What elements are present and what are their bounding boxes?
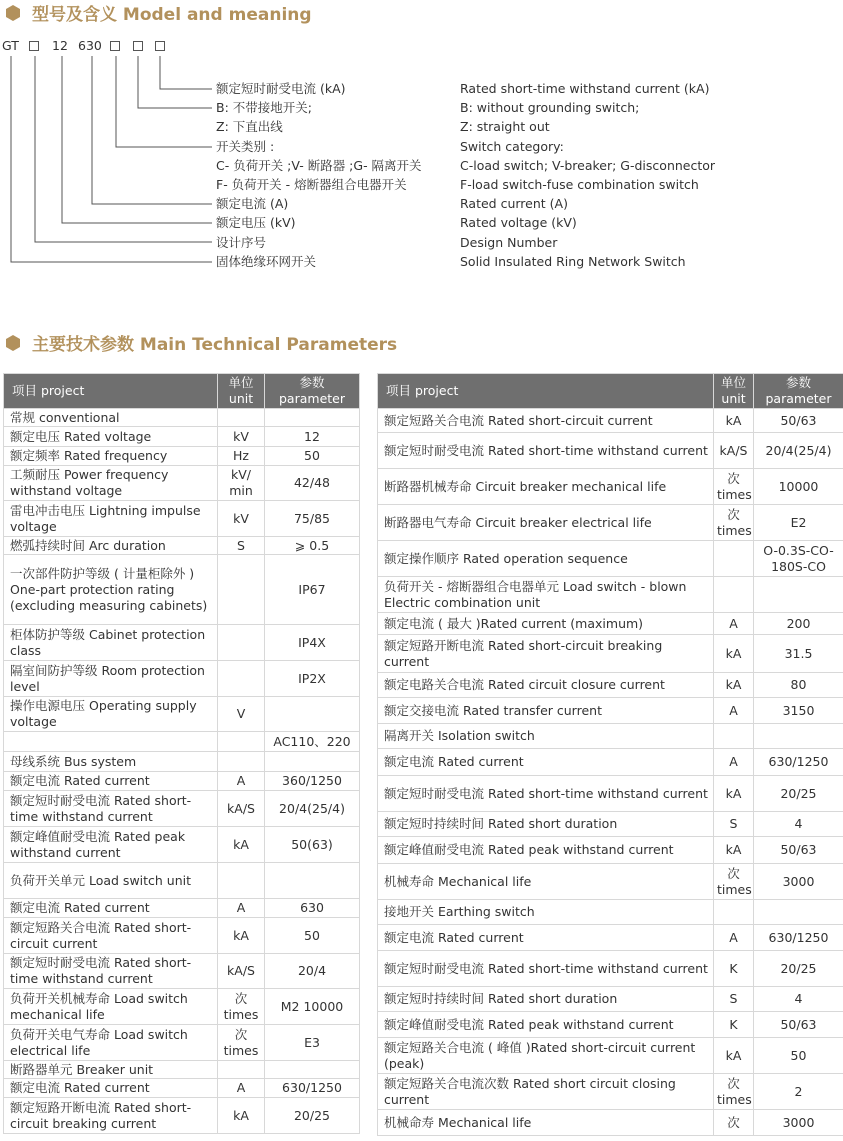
table-row [378,724,843,749]
cell-parameter: 2 [754,1074,843,1110]
cell-parameter: 50 [754,1038,843,1074]
cell-parameter: 20/25 [265,1098,360,1134]
meaning-en: Rated voltage (kV) [460,215,577,230]
cell-parameter: O-0.3S-CO-180S-CO [754,541,843,577]
meaning-zh: F- 负荷开关 - 熔断器组合电器开关 [216,177,407,192]
cell-project: 额定电流 Rated current [4,899,218,918]
cell-parameter [754,577,843,613]
cell-unit [218,863,265,899]
cell-parameter: IP4X [265,625,360,661]
cell-unit [714,724,754,749]
table-row [378,433,843,469]
cell-parameter: 4 [754,987,843,1012]
cell-unit: kA/S [714,433,754,469]
cell-project: 额定短时持续时间 Rated short duration [378,812,714,837]
cell-unit [714,900,754,925]
table-row [4,501,360,537]
cell-parameter: 50/63 [754,409,843,433]
cell-project: 隔离开关 Isolation switch [378,724,714,749]
cell-unit: A [714,698,754,724]
code-voltage: 12 [52,38,68,53]
cell-unit: 次 times [714,1074,754,1110]
cell-unit: kA/S [218,791,265,827]
meaning-en: Design Number [460,235,558,250]
table-row [378,1110,843,1136]
cell-parameter: 80 [754,673,843,698]
header-unit: 单位 unit [714,374,754,409]
meaning-en: Z: straight out [460,119,550,134]
cell-project: 负荷开关单元 Load switch unit [4,863,218,899]
cell-unit: 次 times [714,469,754,505]
cell-parameter: 20/25 [754,776,843,812]
cell-project: 雷电冲击电压 Lightning impulse voltage [4,501,218,537]
table-row [4,989,360,1025]
table-row [378,925,843,951]
cell-parameter [754,900,843,925]
cell-project [4,732,218,752]
table-row [378,1038,843,1074]
cell-project: 额定峰值耐受电流 Rated peak withstand current [378,837,714,864]
cell-project: 接地开关 Earthing switch [378,900,714,925]
cell-parameter: M2 10000 [265,989,360,1025]
cell-project: 额定电流 ( 最大 )Rated current (maximum) [378,613,714,635]
cell-parameter: 20/4(25/4) [754,433,843,469]
meaning-en: C-load switch; V-breaker; G-disconnector [460,158,716,173]
cell-unit [218,409,265,427]
cell-parameter: 20/25 [754,951,843,987]
cell-parameter: 630/1250 [754,749,843,776]
cell-unit [714,577,754,613]
cell-project: 额定电流 Rated current [4,772,218,791]
cell-project: 负荷开关机械寿命 Load switch mechanical life [4,989,218,1025]
cell-project: 额定短路关合电流 Rated short-circuit current [4,918,218,954]
cell-project: 额定电流 Rated current [378,749,714,776]
cell-unit: kA [714,635,754,673]
cell-parameter: 10000 [754,469,843,505]
cell-unit: kV/ min [218,466,265,501]
cell-parameter: 31.5 [754,635,843,673]
header-unit: 单位 unit [218,374,265,409]
table-row [4,863,360,899]
cell-project: 额定短路开断电流 Rated short-circuit breaking current [378,635,714,673]
table-row [4,1061,360,1079]
cell-unit: kA/S [218,954,265,989]
table-row [378,749,843,776]
cell-parameter: 75/85 [265,501,360,537]
cell-parameter: 3000 [754,864,843,900]
meaning-zh: 固体绝缘环网开关 [216,254,317,269]
cell-parameter: ⩾ 0.5 [265,537,360,555]
cell-parameter: AC110、220 [265,732,360,752]
cell-parameter: E2 [754,505,843,541]
meaning-en: Rated short-time withstand current (kA) [460,81,710,96]
cell-project: 额定峰值耐受电流 Rated peak withstand current [378,1012,714,1038]
cell-project: 断路器机械寿命 Circuit breaker mechanical life [378,469,714,505]
cell-unit: kV [218,501,265,537]
cell-project: 额定短时耐受电流 Rated short-time withstand current [4,791,218,827]
cell-parameter: 50 [265,918,360,954]
cell-parameter: 50/63 [754,1012,843,1038]
cell-project: 机械命寿 Mechanical life [378,1110,714,1136]
cell-unit [714,541,754,577]
cell-project: 额定短时耐受电流 Rated short-time withstand current [378,951,714,987]
table-row [378,698,843,724]
cell-project: 额定电路关合电流 Rated circuit closure current [378,673,714,698]
cell-project: 燃弧持续时间 Arc duration [4,537,218,555]
table-row [378,812,843,837]
cell-parameter: 20/4(25/4) [265,791,360,827]
table-row [378,469,843,505]
table-row [4,954,360,989]
cell-project: 操作电源电压 Operating supply voltage [4,697,218,732]
meaning-zh: B: 不带接地开关; [216,100,312,115]
table-row [4,661,360,697]
cell-parameter [754,724,843,749]
table-row [378,635,843,673]
table-row [4,555,360,625]
cell-parameter: E3 [265,1025,360,1061]
table-row [378,409,843,433]
cell-unit [218,661,265,697]
code-current: 630 [78,38,102,53]
cell-unit: kA [714,776,754,812]
cell-project: 额定短时耐受电流 Rated short-time withstand current [4,954,218,989]
cell-project: 额定峰值耐受电流 Rated peak withstand current [4,827,218,863]
table-row [4,625,360,661]
cell-parameter [265,752,360,772]
cell-project: 额定短路开断电流 Rated short-circuit breaking current [4,1098,218,1134]
cell-project: 额定短路关合电流次数 Rated short circuit closing current [378,1074,714,1110]
cell-unit: K [714,951,754,987]
cell-parameter: 12 [265,427,360,447]
cell-project: 工频耐压 Power frequency withstand voltage [4,466,218,501]
cell-parameter: IP67 [265,555,360,625]
cell-project: 常规 conventional [4,409,218,427]
cell-unit: S [218,537,265,555]
table-row [378,951,843,987]
table-row [378,837,843,864]
meaning-en: Rated current (A) [460,196,568,211]
cell-unit: A [218,899,265,918]
cell-unit: A [218,1079,265,1098]
cell-project: 额定电流 Rated current [378,925,714,951]
table-row [4,409,360,427]
params-table-left-body [4,409,360,1134]
meaning-en: F-load switch-fuse combination switch [460,177,699,192]
cell-parameter: 3150 [754,698,843,724]
cell-parameter: 630/1250 [754,925,843,951]
table-row [4,752,360,772]
meaning-en: Solid Insulated Ring Network Switch [460,254,686,269]
cell-project: 额定电流 Rated current [4,1079,218,1098]
params-table-left [3,373,360,1134]
cell-project: 母线系统 Bus system [4,752,218,772]
table-row [378,776,843,812]
table-row [4,447,360,466]
table-row [4,899,360,918]
cell-parameter: 3000 [754,1110,843,1136]
meaning-zh: 额定短时耐受电流 (kA) [216,81,346,96]
table-row [4,772,360,791]
cell-parameter: 200 [754,613,843,635]
cell-parameter: 630 [265,899,360,918]
cell-unit: kA [714,837,754,864]
table-row [378,864,843,900]
table-row [4,732,360,752]
cell-unit: kA [714,1038,754,1074]
cell-unit: 次 [714,1110,754,1136]
cell-project: 额定操作顺序 Rated operation sequence [378,541,714,577]
cell-parameter: 630/1250 [265,1079,360,1098]
meaning-zh: 额定电流 (A) [216,196,289,211]
cell-project: 额定短时耐受电流 Rated short-time withstand current [378,433,714,469]
table-row [378,1012,843,1038]
model-connector-lines [0,0,843,280]
params-table-right [377,373,843,1136]
table-row [378,987,843,1012]
cell-unit: kV [218,427,265,447]
cell-project: 机械寿命 Mechanical life [378,864,714,900]
meaning-en: Switch category: [460,139,564,154]
table-row [4,427,360,447]
cell-unit: V [218,697,265,732]
cell-unit: 次 times [714,864,754,900]
cell-unit [218,625,265,661]
cell-unit: 次 times [218,989,265,1025]
meaning-en: B: without grounding switch; [460,100,640,115]
cell-unit: kA [218,918,265,954]
cell-unit: kA [714,673,754,698]
cell-parameter: 50/63 [754,837,843,864]
cell-unit: A [218,772,265,791]
cell-unit [218,1061,265,1079]
cell-unit: A [714,749,754,776]
cell-parameter: IP2X [265,661,360,697]
table-row [4,697,360,732]
code-prefix: GT [2,38,19,53]
cell-project: 额定短时持续时间 Rated short duration [378,987,714,1012]
table-row [378,673,843,698]
cell-unit: 次 times [218,1025,265,1061]
cell-parameter: 20/4 [265,954,360,989]
table-row [378,1074,843,1110]
cell-project: 隔室间防护等级 Room protection level [4,661,218,697]
table-row [378,577,843,613]
cell-project: 额定频率 Rated frequency [4,447,218,466]
header-project: 项目 project [4,374,218,409]
cell-project: 额定短时耐受电流 Rated short-time withstand current [378,776,714,812]
cell-unit: A [714,613,754,635]
table-row [378,613,843,635]
params-section-title-text: 主要技术参数 Main Technical Parameters [32,335,398,355]
cell-parameter: 4 [754,812,843,837]
table-row [4,918,360,954]
cell-parameter: 42/48 [265,466,360,501]
cell-project: 断路器单元 Breaker unit [4,1061,218,1079]
meaning-zh: 开关类别 : [216,139,275,154]
cell-project: 额定交接电流 Rated transfer current [378,698,714,724]
cell-unit: K [714,1012,754,1038]
cell-unit: kA [218,1098,265,1134]
meaning-zh: 额定电压 (kV) [216,215,296,230]
cell-unit [218,555,265,625]
header-parameter: 参数 parameter [265,374,360,409]
cell-unit [218,752,265,772]
cell-project: 额定短路关合电流 Rated short-circuit current [378,409,714,433]
cell-project: 负荷开关电气寿命 Load switch electrical life [4,1025,218,1061]
cell-project: 断路器电气寿命 Circuit breaker electrical life [378,505,714,541]
cell-parameter [265,409,360,427]
table-row [4,1025,360,1061]
table-row [4,1079,360,1098]
cell-unit: A [714,925,754,951]
cell-parameter: 50 [265,447,360,466]
cell-parameter [265,1061,360,1079]
table-row [4,791,360,827]
table-row [4,537,360,555]
cell-unit: S [714,987,754,1012]
table-row [4,1098,360,1134]
cell-project: 柜体防护等级 Cabinet protection class [4,625,218,661]
header-project: 项目 project [378,374,714,409]
table-row [378,505,843,541]
meaning-zh: C- 负荷开关 ;V- 断路器 ;G- 隔离开关 [216,158,422,173]
cell-parameter [265,863,360,899]
cell-unit: 次 times [714,505,754,541]
cell-unit: Hz [218,447,265,466]
meaning-zh: 设计序号 [216,235,267,250]
cell-parameter: 50(63) [265,827,360,863]
table-row [378,541,843,577]
cell-unit: kA [218,827,265,863]
cell-project: 负荷开关 - 熔断器组合电器单元 Load switch - blown Electric combination unit [378,577,714,613]
header-parameter: 参数 parameter [754,374,843,409]
table-row [4,466,360,501]
cell-project: 额定短路关合电流 ( 峰值 )Rated short-circuit current (peak) [378,1038,714,1074]
cell-unit: S [714,812,754,837]
params-section-title [4,330,397,355]
params-table-right-body [378,409,843,1136]
table-row [4,827,360,863]
cell-project: 一次部件防护等级 ( 计量柜除外 ) One-part protection rating (excluding measuring cabinets) [4,555,218,625]
cell-unit: kA [714,409,754,433]
cell-parameter [265,697,360,732]
cell-project: 额定电压 Rated voltage [4,427,218,447]
model-section-title-text: 型号及含义 Model and meaning [32,5,312,25]
cell-parameter: 360/1250 [265,772,360,791]
meaning-zh: Z: 下直出线 [216,119,283,134]
table-row [378,900,843,925]
hexagon-icon [4,334,22,352]
cell-unit [218,732,265,752]
